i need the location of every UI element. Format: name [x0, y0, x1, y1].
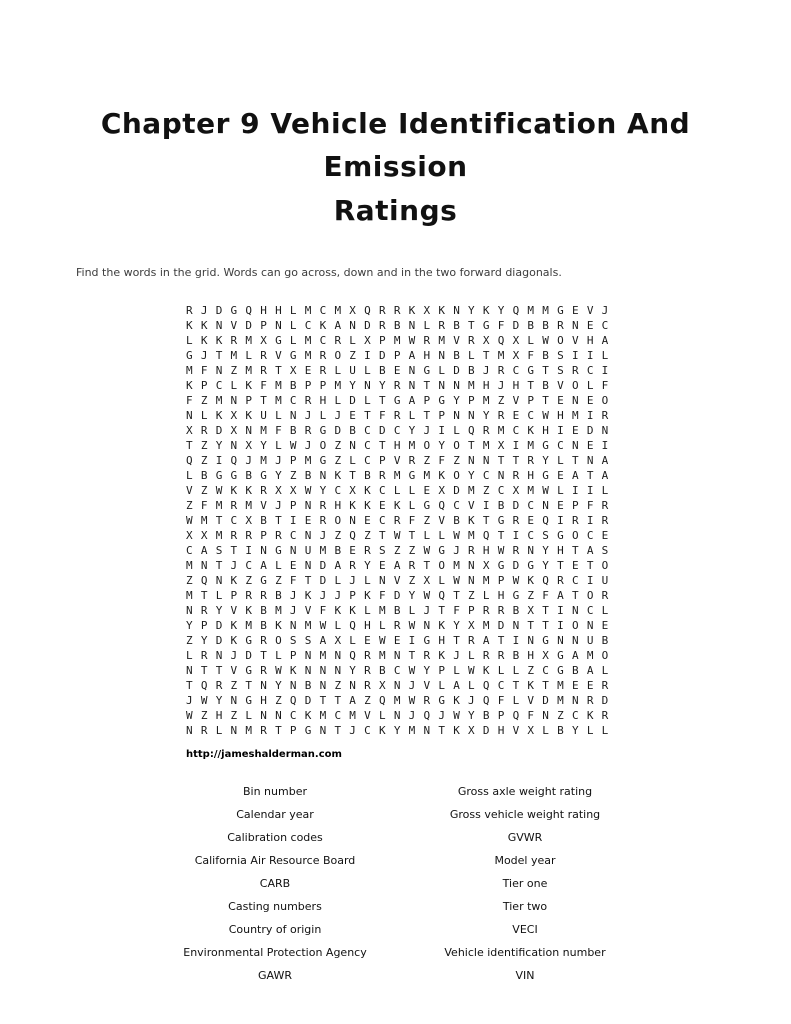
source-url[interactable]: http://jameshalderman.com — [186, 749, 342, 761]
grid-row: N T T V G R W K N N N Y R B C W Y P L W K L L Z C G B A L — [186, 664, 610, 678]
grid-row: W Z H Z L N N C K M C M V L N J Q J W Y B P Q F N Z C K R — [186, 709, 610, 723]
page-title-line2: Ratings — [333, 193, 458, 227]
word-list-item: VECI — [512, 923, 538, 937]
grid-row: L B G G B G Y Z B N K T B R M G M K O Y C N R H G E A T A — [186, 469, 610, 483]
word-list-item: Calibration codes — [227, 831, 323, 845]
grid-row: N R Y V K B M J V F K K L M B L J T F P R R B X T I N C L — [186, 604, 610, 618]
grid-row: R J D G Q H H L M C M X Q R R K X K N Y K Y Q M M G E V J — [186, 304, 610, 318]
word-list-item: Tier two — [502, 900, 548, 914]
grid-row: J W Y N G H Z Q D T T A Z Q M W R G K J Q F L V D M N R D — [186, 694, 610, 708]
word-list-item: Bin number — [242, 785, 307, 799]
word-list-item: Calendar year — [236, 808, 314, 822]
word-list-item: Environmental Protection Agency — [183, 946, 367, 960]
grid-row: M F N Z M R T X E R L U L B E N G L D B J R C G T S R C I — [186, 364, 610, 378]
grid-row: X X M R R P R C N J Z Q Z T W T L L W M Q T I C S G O C E — [186, 529, 610, 543]
word-list-item: Country of origin — [228, 923, 322, 937]
grid-row: K P C L K F M B P P M Y N Y R N T N N M H J H T B V O L F — [186, 379, 610, 393]
grid-row: L K K R M X G L M C R L X P M W R M V R X Q X L W O V H A — [186, 334, 610, 348]
word-grid — [186, 303, 791, 738]
grid-row: N R L N M R T P G N T J C K Y M N T K X D H V X L B Y L L — [186, 724, 610, 738]
grid-row: K K N V D P N L C K A N D R B N L R B T G F D B B R N E C — [186, 319, 610, 333]
word-list-item: CARB — [259, 877, 291, 891]
grid-row: W M T C X B T I E R O N E C R F Z V B K T G R E Q I R I R — [186, 514, 610, 528]
grid-row: V Z W K K R X X W Y C X K C L L E X D M Z C X M W L I I L — [186, 484, 610, 498]
grid-row: Z F M R M V J P N R H K K E K L G Q C V I B D C N E P F R — [186, 499, 610, 513]
grid-row: X R D X N M F B R G D B C D C Y J I L Q R M C K H I E D N — [186, 424, 610, 438]
page-title-line1: Chapter 9 Vehicle Identification And Emission — [100, 107, 691, 184]
grid-row: C A S T I N G N U M B E R S Z Z W G J R H W R N Y H T A S — [186, 544, 610, 558]
grid-row: Y P D K M B K N M W L Q H L R W N K Y X M D N T T I O N E — [186, 619, 610, 633]
grid-row: T Z Y N X Y L W J O Z N C T H M O Y O T M X I M G C N E I — [186, 439, 610, 453]
grid-row: N L K X K U L N J L J E T F R L T P N N Y R E C W H M I R — [186, 409, 610, 423]
grid-row: T Q R Z T N Y N B N Z N R X N J V L A L Q C T K T M E E R — [186, 679, 610, 693]
word-list-item: California Air Resource Board — [194, 854, 356, 868]
word-list-item: Gross axle weight rating — [457, 785, 593, 799]
word-list-item: Gross vehicle weight rating — [449, 808, 601, 822]
page-title — [60, 102, 731, 232]
grid-row: M T L P R R B J K J J P K F D Y W Q T Z L H G Z F A T O R — [186, 589, 610, 603]
word-list-item: Vehicle identification number — [444, 946, 606, 960]
word-list-item: GAWR — [258, 969, 292, 983]
grid-row: L R N J D T L P N M N Q R M N T R K J L R R B H X G A M O — [186, 649, 610, 663]
grid-row: Z Y D K G R O S S A X L E W E I G H T R A T I N G N N U B — [186, 634, 610, 648]
word-list-item: GVWR — [507, 831, 543, 845]
word-list — [150, 785, 650, 982]
grid-row: F Z M N P T M C R H L D L T G A P G Y P M Z V P T E N E O — [186, 394, 610, 408]
puzzle-instructions: Find the words in the grid. Words can go across, down and in the two forward diagonals. — [76, 266, 562, 280]
grid-row: M N T J C A L E N D A R Y E A R T O M N X G D G Y T E T O — [186, 559, 610, 573]
word-list-item: VIN — [515, 969, 535, 983]
word-list-item: Tier one — [502, 877, 548, 891]
word-list-item: Casting numbers — [228, 900, 322, 914]
word-list-right — [400, 785, 650, 982]
grid-row: Q Z I Q J M J P M G Z L C P V R Z F Z N N T T R Y L T N A — [186, 454, 610, 468]
grid-row: Z Q N K Z G Z F T D L J L N V Z X L W N M P W K Q R C I U — [186, 574, 610, 588]
grid-row: G J T M L R V G M R O Z I D P A H N B L T M X F B S I I L — [186, 349, 610, 363]
word-list-left — [150, 785, 400, 982]
word-list-item: Model year — [494, 854, 556, 868]
